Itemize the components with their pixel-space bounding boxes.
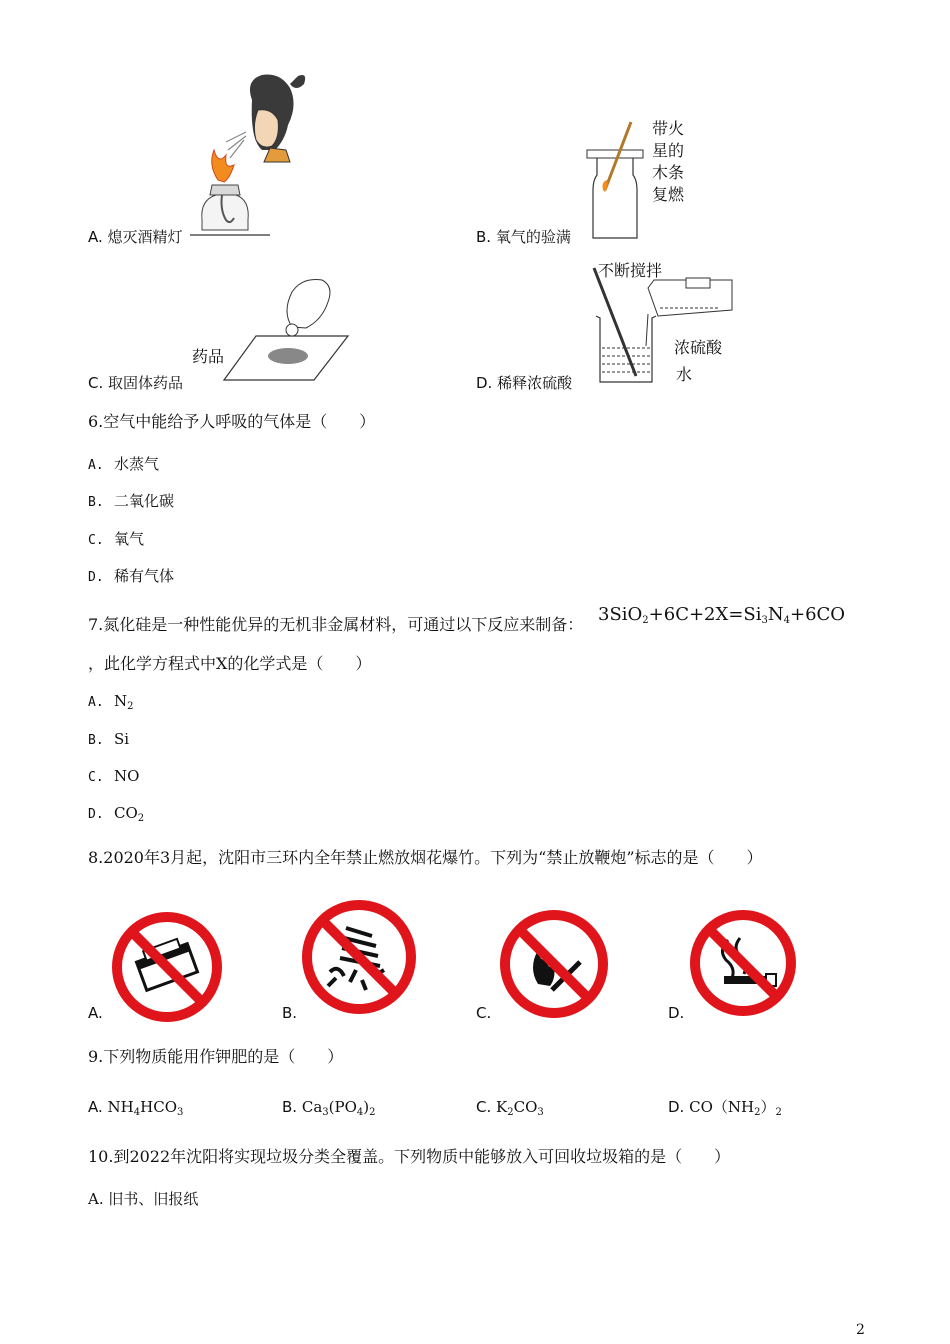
q9-option-a[interactable]: [88, 1097, 183, 1117]
formula-part: ）: [760, 1098, 776, 1116]
q9-option-b[interactable]: [282, 1097, 376, 1117]
sign-b[interactable]: [300, 898, 418, 1016]
equation-subscript: 4: [783, 615, 790, 626]
q5-option-c-label: C. 取固体药品: [88, 374, 184, 392]
formula-part: NH: [107, 1098, 134, 1116]
figure-oxygen-test: [585, 120, 645, 242]
equation-part: 3SiO: [598, 604, 643, 625]
option-text: 氧气: [114, 530, 145, 548]
formula-subscript: 4: [133, 1107, 141, 1118]
q7-option-d[interactable]: [88, 803, 144, 825]
option-letter: A.: [88, 695, 104, 710]
sign-d[interactable]: [688, 908, 798, 1018]
caption-line: 复燃: [652, 185, 685, 204]
q6-option-d[interactable]: [88, 566, 174, 588]
q10-option-a[interactable]: A. 旧书、旧报纸: [88, 1190, 199, 1208]
formula-subscript: 2: [369, 1107, 376, 1118]
formula-subscript: 4: [356, 1107, 364, 1118]
equation-subscript: 3: [761, 615, 768, 626]
formula-part: Ca: [301, 1098, 323, 1116]
option-text: NO: [114, 767, 140, 785]
option-letter: B.: [88, 495, 104, 510]
page-number: 2: [856, 1322, 865, 1338]
equation-part: +6C+2X=Si: [648, 604, 762, 625]
q7-stem: 7.氮化硅是一种性能优异的无机非金属材料，可通过以下反应来制备：: [88, 615, 584, 634]
formula-part: CO（NH: [689, 1098, 755, 1116]
sign-b-label: B.: [282, 1004, 298, 1022]
option-text: N: [114, 692, 128, 710]
option-letter: A.: [88, 1098, 103, 1116]
option-subscript: 2: [127, 701, 134, 712]
water-caption: 水: [676, 365, 693, 384]
formula-part: CO: [513, 1098, 538, 1116]
option-text: 水蒸气: [114, 455, 160, 473]
q7-option-b[interactable]: [88, 729, 129, 751]
blow-out-lamp-drawing: [190, 70, 310, 245]
stir-caption: 不断搅拌: [598, 261, 663, 280]
formula-subscript: 2: [775, 1107, 782, 1118]
q7-equation: [598, 604, 845, 625]
q10-stem: 10.到2022年沈阳将实现垃圾分类全覆盖。下列物质中能够放入可回收垃圾箱的是（ ）: [88, 1147, 731, 1166]
sign-c-label: C.: [476, 1004, 492, 1022]
formula-subscript: 2: [507, 1107, 514, 1118]
formula-subscript: 3: [177, 1107, 184, 1118]
gas-bottle-drawing: [585, 120, 645, 242]
q5-option-d-label: D. 稀释浓硫酸: [476, 374, 573, 392]
q9-option-c[interactable]: [476, 1097, 544, 1117]
option-letter: C.: [476, 1098, 492, 1116]
no-open-flame-sign-icon: [498, 908, 610, 1020]
q5-option-a-label: A. 熄灭酒精灯: [88, 228, 183, 246]
formula-subscript: 2: [754, 1107, 761, 1118]
q6-option-b[interactable]: [88, 491, 174, 513]
q9-stem: 9.下列物质能用作钾肥的是（ ）: [88, 1047, 344, 1066]
figure-take-solid: [222, 272, 352, 384]
q7-stem-continued: ，此化学方程式中X的化学式是（ ）: [88, 654, 372, 673]
sign-a[interactable]: [110, 910, 224, 1024]
equation-part: N: [767, 604, 784, 625]
option-text: 稀有气体: [114, 567, 175, 585]
q7-option-c[interactable]: [88, 766, 139, 788]
q9-option-d[interactable]: [668, 1097, 782, 1117]
equation-part: +6CO: [790, 604, 846, 625]
option-letter: D.: [88, 570, 104, 585]
q8-stem: 8.2020年3月起，沈阳市三环内全年禁止燃放烟花爆竹。下列为“禁止放鞭炮”标志的是（ ）: [88, 848, 763, 867]
caption-line: 星的: [652, 141, 685, 160]
acid-caption: 浓硫酸: [674, 338, 723, 357]
formula-part: K: [496, 1098, 508, 1116]
q7-option-a[interactable]: [88, 691, 134, 713]
caption-line: 木条: [652, 163, 685, 182]
option-text: 二氧化碳: [114, 492, 175, 510]
formula-subscript: 3: [537, 1107, 544, 1118]
formula-part: ): [363, 1098, 370, 1116]
solid-drug-caption: 药品: [192, 347, 225, 366]
option-letter: C.: [88, 533, 104, 548]
option-subscript: 2: [137, 813, 145, 824]
oxygen-test-caption: [652, 118, 684, 206]
equation-subscript: 2: [642, 615, 649, 626]
option-text: Si: [114, 730, 130, 748]
no-firecrackers-sign-icon: [300, 898, 418, 1016]
q6-option-a[interactable]: [88, 454, 159, 476]
option-letter: B.: [88, 733, 104, 748]
formula-subscript: 3: [322, 1107, 329, 1118]
option-letter: C.: [88, 770, 104, 785]
q5-option-b-label: B. 氧气的验满: [476, 228, 571, 246]
no-matches-sign-icon: [110, 910, 224, 1024]
option-letter: D.: [88, 807, 104, 822]
figure-blow-out-lamp: [190, 70, 310, 245]
option-letter: A.: [88, 458, 104, 473]
caption-line: 带火: [652, 119, 685, 138]
option-letter: D.: [668, 1098, 685, 1116]
sign-a-label: A.: [88, 1004, 103, 1022]
q6-stem: 6.空气中能给予人呼吸的气体是（ ）: [88, 412, 376, 431]
sign-c[interactable]: [498, 908, 610, 1020]
sign-d-label: D.: [668, 1004, 685, 1022]
no-smoking-sign-icon: [688, 908, 798, 1018]
option-letter: B.: [282, 1098, 298, 1116]
option-text: CO: [114, 804, 138, 822]
take-solid-drawing: [222, 272, 352, 384]
formula-part: (PO: [328, 1098, 357, 1116]
formula-part: HCO: [140, 1098, 177, 1116]
q6-option-c[interactable]: [88, 529, 144, 551]
